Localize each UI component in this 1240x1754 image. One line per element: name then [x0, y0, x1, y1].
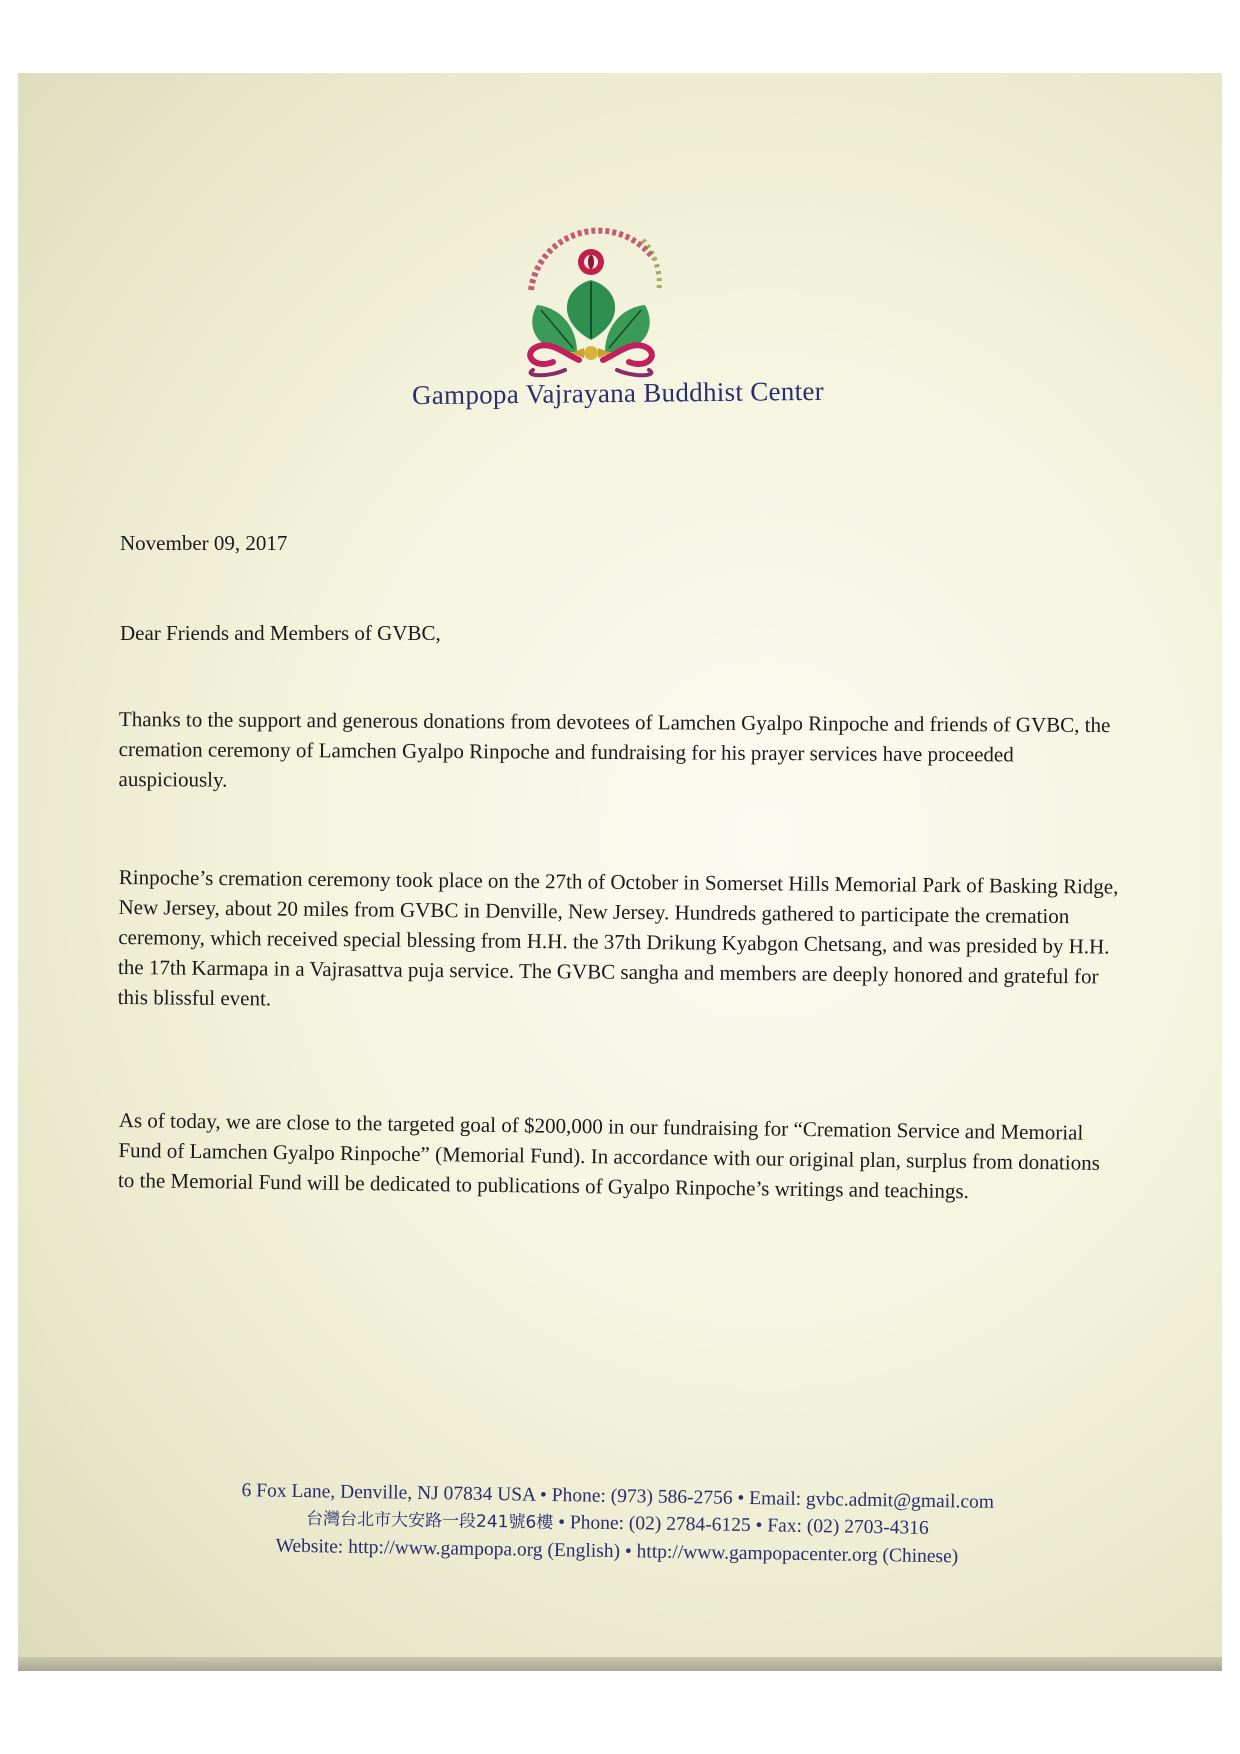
letter-date: November 09, 2017 — [120, 531, 288, 555]
salutation: Dear Friends and Members of GVBC, — [120, 621, 441, 645]
letter-photo — [18, 73, 1222, 1671]
footer-taiwan-phone-fax: • Phone: (02) 2784-6125 • Fax: (02) 2703-4316 — [553, 1511, 929, 1539]
gvbc-lotus-emblem-icon — [493, 170, 693, 380]
org-name: Gampopa Vajrayana Buddhist Center — [411, 375, 825, 411]
paragraph-memorial-fund: As of today, we are close to the targeted goal of $200,000 in our fundraising for “Cremation Service and Memorial Fund of Lamchen Gyalpo Rinpoche” (Memorial Fund). In accordance with our original plan, surplus from donations to the Memorial Fund will be dedicated to publications of Gyalpo Rinpoche’s writings and teachings. — [117, 1107, 1100, 1204]
paragraph-donations: Thanks to the support and generous donations from devotees of Lamchen Gyalpo Rinpoche and friends of GVBC, the cremation ceremony of Lamchen Gyalpo Rinpoche and fundraising for his prayer services have proceeded auspiciously. — [118, 706, 1111, 792]
footer-us-contact: 6 Fox Lane, Denville, NJ 07834 USA • Phone: (973) 586-2756 • Email: gvbc.admit@gmail.com — [241, 1480, 995, 1513]
footer-websites: Website: http://www.gampopa.org (English) • http://www.gampopacenter.org (Chinese) — [275, 1535, 959, 1568]
contact-footer — [137, 1475, 1098, 1572]
footer-taiwan-address: 台灣台北市大安路一段241號6樓 — [305, 1509, 554, 1533]
paragraph-ceremony: Rinpoche’s cremation ceremony took place on the 27th of October in Somerset Hills Memorial Park of Basking Ridge, New Jersey, about 20 miles from GVBC in Denville, New Jersey. Hundreds gathered to participate the cremation ceremony, which received special blessing from H.H. the 37th Drikung Kyabgon Chetsang, and was presided by H.H. the 17th Karmapa in a Vajrasattva puja service. The GVBC sangha and members are deeply honored and grateful for this blissful event. — [117, 864, 1119, 1011]
